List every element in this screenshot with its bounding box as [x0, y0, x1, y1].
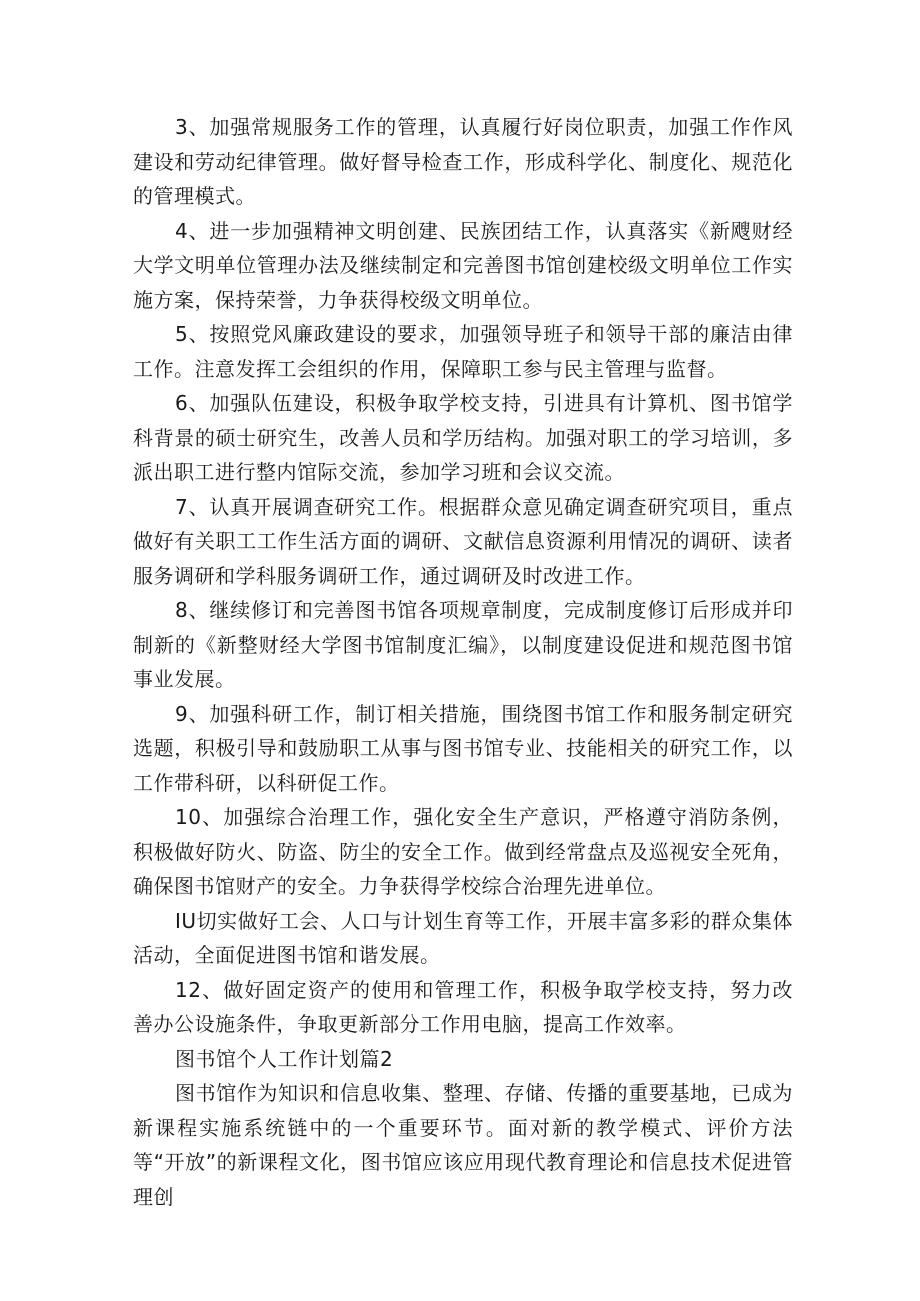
paragraph-item-5: 5、按照党风廉政建设的要求，加强领导班子和领导干部的廉洁由律工作。注意发挥工会组织的作用，保障职工参与民主管理与监督。 [133, 322, 793, 381]
paragraph-item-9: 9、加强科研工作，制订相关措施，围绕图书馆工作和服务制定研究选题，积极引导和鼓励职工从事与图书馆专业、技能相关的研究工作，以工作带科研，以科研促工作。 [133, 701, 793, 795]
paragraph-item-11: IU切实做好工会、人口与计划生育等工作，开展丰富多彩的群众集体活动，全面促进图书馆和谐发展。 [133, 908, 793, 967]
paragraph-item-4: 4、进一步加强精神文明创建、民族团结工作，认真落实《新飕财经大学文明单位管理办法及继续制定和完善图书馆创建校级文明单位工作实施方案，保持荣誉，力争获得校级文明单位。 [133, 218, 793, 312]
paragraph-item-10: 10、加强综合治理工作，强化安全生产意识，严格遵守消防条例，积极做好防火、防盗、防尘的安全工作。做到经常盘点及巡视安全死角，确保图书馆财产的安全。力争获得学校综合治理先进单位。 [133, 805, 793, 898]
paragraph-item-7: 7、认真开展调查研究工作。根据群众意见确定调查研究项目，重点做好有关职工工作生活方面的调研、文献信息资源利用情况的调研、读者服务调研和学科服务调研工作，通过调研及时改进工作。 [133, 494, 793, 588]
closing-paragraph: 图书馆作为知识和信息收集、整理、存储、传播的重要基地，已成为新课程实施系统链中的一个重要环节。面对新的教学模式、评价方法等“开放”的新课程文化，图书馆应该应用现代教育理论和信息技术促进管理创 [133, 1081, 793, 1209]
paragraph-item-6: 6、加强队伍建设，积极争取学校支持，引进具有计算机、图书馆学科背景的硕士研究生，改善人员和学历结构。加强对职工的学习培训，多派出职工进行整内馆际交流，参加学习班和会议交流。 [133, 391, 793, 484]
document-body [133, 110, 793, 1214]
section-heading: 图书馆个人工作计划篇2 [175, 1046, 394, 1071]
paragraph-item-12: 12、做好固定资产的使用和管理工作，积极争取学校支持，努力改善办公设施条件，争取更新部分工作用电脑，提高工作效率。 [133, 977, 793, 1036]
paragraph-item-8: 8、继续修订和完善图书馆各项规章制度，完成制度修订后形成并印制新的《新整财经大学图书馆制度汇编》，以制度建设促进和规范图书馆事业发展。 [133, 598, 793, 691]
paragraph-item-3: 3、加强常规服务工作的管理，认真履行好岗位职责，加强工作作风建设和劳动纪律管理。做好督导检查工作，形成科学化、制度化、规范化的管理模式。 [133, 115, 793, 208]
